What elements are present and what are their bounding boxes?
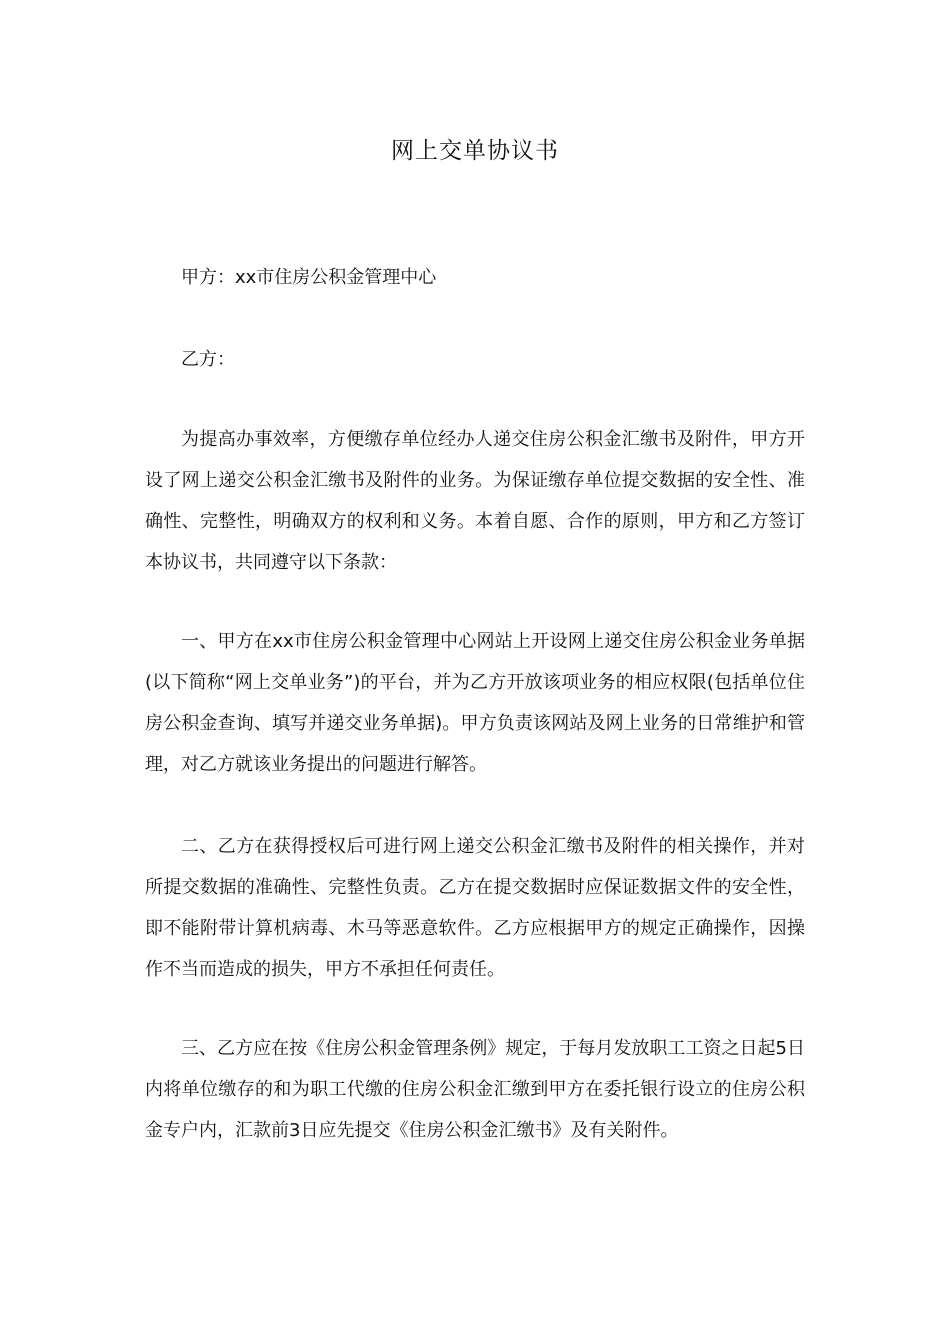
document-title: 网上交单协议书: [391, 138, 559, 164]
clause-3-paragraph: 三、乙方应在按《住房公积金管理条例》规定，于每月发放职工工资之日起5日内将单位缴存的和为职工代缴的住房公积金汇缴到甲方在委托银行设立的住房公积金专户内，汇款前3日应先提交《住房公积金汇缴书》及有关附件。: [145, 1038, 805, 1141]
clause-1-paragraph: 一、甲方在xx市住房公积金管理中心网站上开设网上递交住房公积金业务单据(以下简称“网上交单业务”)的平台，并为乙方开放该项业务的相应权限(包括单位住房公积金查询、填写并递交业务单据)。甲方负责该网站及网上业务的日常维护和管理，对乙方就该业务提出的问题进行解答。: [145, 631, 805, 775]
party-b-line: 乙方：: [181, 349, 235, 370]
intro-paragraph: 为提高办事效率，方便缴存单位经办人递交住房公积金汇缴书及附件，甲方开设了网上递交公积金汇缴书及附件的业务。为保证缴存单位提交数据的安全性、准确性、完整性，明确双方的权利和义务。本着自愿、合作的原则，甲方和乙方签订本协议书，共同遵守以下条款：: [145, 429, 805, 573]
party-a-line: 甲方：xx市住房公积金管理中心: [181, 267, 437, 288]
clause-2-paragraph: 二、乙方在获得授权后可进行网上递交公积金汇缴书及附件的相关操作，并对所提交数据的准确性、完整性负责。乙方在提交数据时应保证数据文件的安全性，即不能附带计算机病毒、木马等恶意软件。乙方应根据甲方的规定正确操作，因操作不当而造成的损失，甲方不承担任何责任。: [145, 836, 805, 980]
